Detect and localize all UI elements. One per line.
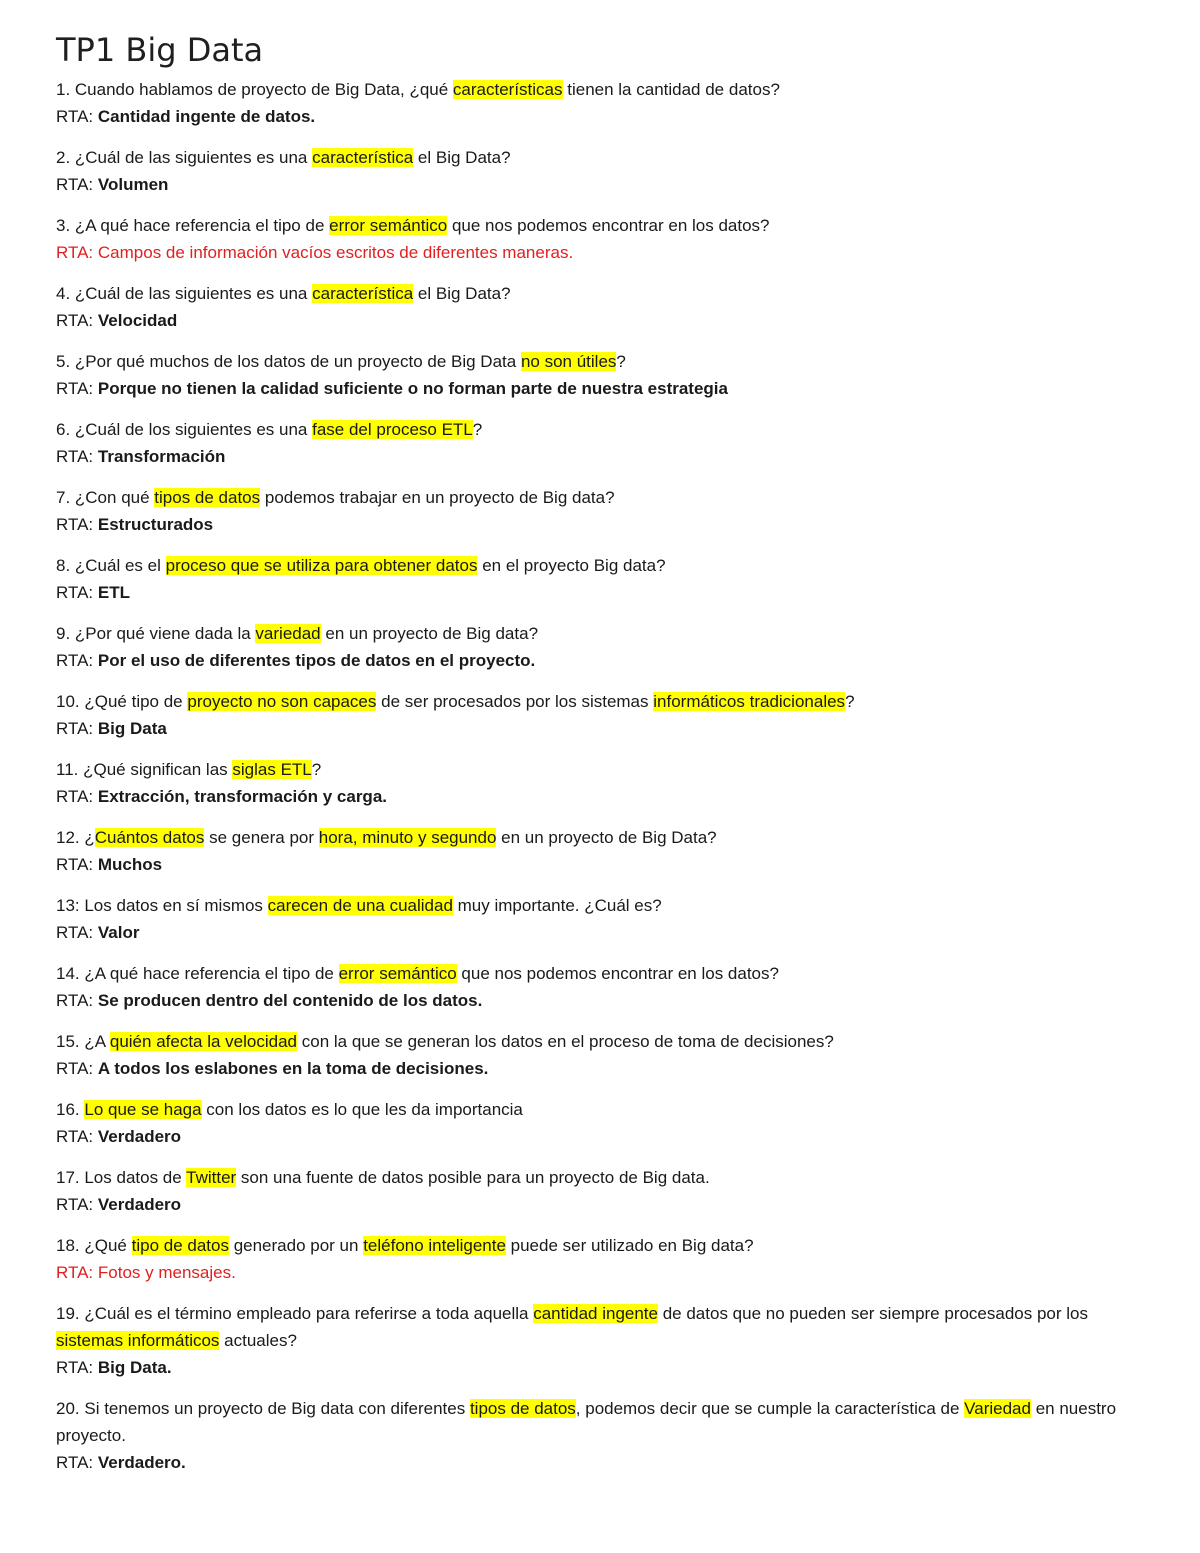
question-text [56, 1232, 1144, 1259]
qa-item [56, 1395, 1144, 1476]
answer-text [56, 1191, 1144, 1218]
question-segment: tienen la cantidad de datos? [562, 80, 780, 99]
answer-text [56, 1354, 1144, 1381]
answer-label: RTA: [56, 787, 98, 806]
question-segment: , podemos decir que se cumple la característica de [575, 1399, 965, 1418]
highlighted-term: error semántico [329, 216, 448, 235]
answer-value: Extracción, transformación y carga. [97, 787, 387, 806]
question-segment: ? [616, 352, 626, 371]
question-segment: 5. ¿Por qué muchos de los datos de un proyecto de Big Data [56, 352, 521, 371]
qa-item [56, 1096, 1144, 1150]
question-segment: 1. Cuando hablamos de proyecto de Big Data, ¿qué [56, 80, 453, 99]
answer-value: Muchos [97, 855, 163, 874]
answer-label: RTA: [56, 719, 98, 738]
qa-item [56, 348, 1144, 402]
highlighted-term: siglas ETL [232, 760, 312, 779]
question-segment: 7. ¿Con qué [56, 488, 155, 507]
question-segment: se genera por [204, 828, 319, 847]
answer-value: ETL [97, 583, 130, 602]
answer-text [56, 239, 1144, 266]
question-segment: actuales? [219, 1331, 297, 1350]
question-segment: el Big Data? [413, 148, 511, 167]
question-segment: 8. ¿Cuál es el [56, 556, 166, 575]
qa-item [56, 824, 1144, 878]
answer-label: RTA: [56, 1127, 98, 1146]
qa-item [56, 1300, 1144, 1381]
answer-value: Velocidad [97, 311, 178, 330]
question-segment: ? [472, 420, 483, 439]
qa-item [56, 144, 1144, 198]
qa-item [56, 76, 1144, 130]
question-segment: 3. ¿A qué hace referencia el tipo de [56, 216, 330, 235]
question-text [56, 892, 1144, 919]
question-text [56, 1164, 1144, 1191]
answer-text [56, 919, 1144, 946]
qa-item [56, 416, 1144, 470]
question-segment: 14. ¿A qué hace referencia el tipo de [56, 964, 339, 983]
question-segment: con los datos es lo que les da importancia [201, 1100, 523, 1119]
question-text [56, 484, 1144, 511]
answer-text [56, 375, 1144, 402]
qa-item [56, 1164, 1144, 1218]
question-segment: son una fuente de datos posible para un proyecto de Big data. [236, 1168, 710, 1187]
question-text [56, 1096, 1144, 1123]
qa-item [56, 552, 1144, 606]
question-segment: generado por un [228, 1236, 364, 1255]
question-text [56, 76, 1144, 103]
answer-value: Fotos y mensajes. [97, 1263, 236, 1282]
answer-label: RTA: [56, 991, 98, 1010]
highlighted-term: Variedad [964, 1399, 1031, 1418]
question-segment: 15. ¿A [56, 1032, 110, 1051]
answer-text [56, 171, 1144, 198]
highlighted-term: fase del proceso ETL [312, 420, 473, 439]
question-segment: 2. ¿Cuál de las siguientes es una [56, 148, 313, 167]
qa-item [56, 484, 1144, 538]
question-text [56, 212, 1144, 239]
answer-label: RTA: [56, 855, 98, 874]
answer-label: RTA: [56, 515, 98, 534]
highlighted-term: variedad [255, 624, 321, 643]
highlighted-term: carecen de una cualidad [267, 896, 453, 915]
answer-value: Volumen [97, 175, 169, 194]
answer-value: Cantidad ingente de datos. [97, 107, 316, 126]
question-segment: 4. ¿Cuál de las siguientes es una [56, 284, 313, 303]
question-segment: 9. ¿Por qué viene dada la [56, 624, 256, 643]
question-segment: 19. ¿Cuál es el término empleado para referirse a toda aquella [56, 1304, 534, 1323]
answer-text [56, 1055, 1144, 1082]
question-text [56, 824, 1144, 851]
question-segment: muy importante. ¿Cuál es? [452, 896, 662, 915]
question-segment: 20. Si tenemos un proyecto de Big data con diferentes [56, 1399, 470, 1418]
answer-text [56, 103, 1144, 130]
answer-text [56, 511, 1144, 538]
highlighted-term: quién afecta la velocidad [109, 1032, 298, 1051]
question-segment: 10. ¿Qué tipo de [56, 692, 188, 711]
answer-text [56, 579, 1144, 606]
question-segment: ? [311, 760, 322, 779]
highlighted-term: sistemas informáticos [56, 1331, 220, 1350]
highlighted-term: tipos de datos [469, 1399, 576, 1418]
question-text [56, 552, 1144, 579]
qa-item [56, 1232, 1144, 1286]
answer-label: RTA: [56, 107, 98, 126]
qa-item [56, 620, 1144, 674]
answer-label: RTA: [56, 923, 98, 942]
highlighted-term: proyecto no son capaces [187, 692, 377, 711]
highlighted-term: teléfono inteligente [363, 1236, 506, 1255]
answer-label: RTA: [56, 243, 98, 262]
question-segment: que nos podemos encontrar en los datos? [447, 216, 770, 235]
highlighted-term: no son útiles [520, 352, 617, 371]
highlighted-term: Cuántos datos [94, 828, 205, 847]
qa-item [56, 688, 1144, 742]
question-segment: ? [845, 692, 855, 711]
question-segment: en nuestro proyecto. [56, 1399, 1117, 1445]
answer-value: A todos los eslabones en la toma de decisiones. [97, 1059, 489, 1078]
qa-item [56, 892, 1144, 946]
question-text [56, 348, 1144, 375]
answer-text [56, 851, 1144, 878]
answer-text [56, 1449, 1144, 1476]
qa-item [56, 756, 1144, 810]
question-text [56, 756, 1144, 783]
highlighted-term: tipo de datos [131, 1236, 229, 1255]
answer-label: RTA: [56, 1358, 98, 1377]
qa-item [56, 212, 1144, 266]
question-segment: en un proyecto de Big Data? [496, 828, 717, 847]
answer-label: RTA: [56, 1059, 98, 1078]
answer-text [56, 783, 1144, 810]
question-segment: en un proyecto de Big data? [320, 624, 539, 643]
question-segment: puede ser utilizado en Big data? [505, 1236, 754, 1255]
answer-value: Big Data. [97, 1358, 172, 1377]
question-text [56, 144, 1144, 171]
answer-label: RTA: [56, 175, 98, 194]
question-text [56, 280, 1144, 307]
answer-text [56, 715, 1144, 742]
answer-text [56, 987, 1144, 1014]
question-segment: podemos trabajar en un proyecto de Big data? [260, 488, 615, 507]
answer-value: Verdadero [97, 1195, 182, 1214]
answer-value: Campos de información vacíos escritos de diferentes maneras. [97, 243, 574, 262]
question-segment: de ser procesados por los sistemas [376, 692, 654, 711]
question-segment: que nos podemos encontrar en los datos? [456, 964, 779, 983]
question-segment: el Big Data? [413, 284, 511, 303]
answer-text [56, 1259, 1144, 1286]
answer-text [56, 647, 1144, 674]
question-segment: 17. Los datos de [56, 1168, 187, 1187]
answer-value: Transformación [97, 447, 226, 466]
answer-label: RTA: [56, 1453, 98, 1472]
answer-value: Porque no tienen la calidad suficiente o no forman parte de nuestra estrategia [97, 379, 728, 398]
answer-value: Verdadero. [97, 1453, 186, 1472]
question-text [56, 1300, 1144, 1354]
answer-text [56, 443, 1144, 470]
answer-value: Valor [97, 923, 140, 942]
question-text [56, 416, 1144, 443]
answer-label: RTA: [56, 379, 98, 398]
highlighted-term: cantidad ingente [533, 1304, 658, 1323]
question-text [56, 1028, 1144, 1055]
question-segment: 6. ¿Cuál de los siguientes es una [56, 420, 313, 439]
highlighted-term: Twitter [186, 1168, 237, 1187]
question-segment: de datos que no pueden ser siempre procesados por los [658, 1304, 1088, 1323]
answer-label: RTA: [56, 447, 98, 466]
qa-item [56, 960, 1144, 1014]
highlighted-term: hora, minuto y segundo [318, 828, 497, 847]
question-segment: con la que se generan los datos en el proceso de toma de decisiones? [297, 1032, 834, 1051]
answer-label: RTA: [56, 1195, 98, 1214]
highlighted-term: característica [312, 284, 414, 303]
document-title: TP1 Big Data [56, 31, 264, 69]
question-segment: 13: Los datos en sí mismos [56, 896, 268, 915]
question-segment: 11. ¿Qué significan las [56, 760, 233, 779]
question-segment: en el proyecto Big data? [477, 556, 666, 575]
answer-value: Se producen dentro del contenido de los datos. [97, 991, 483, 1010]
answer-value: Big Data [97, 719, 167, 738]
answer-label: RTA: [56, 311, 98, 330]
question-text [56, 1395, 1144, 1449]
answer-text [56, 1123, 1144, 1150]
question-segment: 18. ¿Qué [56, 1236, 132, 1255]
highlighted-term: error semántico [338, 964, 457, 983]
question-text [56, 688, 1144, 715]
answer-value: Estructurados [97, 515, 214, 534]
answer-text [56, 307, 1144, 334]
highlighted-term: características [452, 80, 563, 99]
question-text [56, 960, 1144, 987]
highlighted-term: informáticos tradicionales [653, 692, 846, 711]
question-text [56, 620, 1144, 647]
qa-list [56, 76, 1144, 1476]
question-segment: 16. [56, 1100, 85, 1119]
qa-item [56, 280, 1144, 334]
answer-label: RTA: [56, 651, 98, 670]
highlighted-term: proceso que se utiliza para obtener datos [165, 556, 478, 575]
answer-label: RTA: [56, 1263, 98, 1282]
highlighted-term: Lo que se haga [84, 1100, 202, 1119]
answer-value: Verdadero [97, 1127, 182, 1146]
qa-item [56, 1028, 1144, 1082]
answer-label: RTA: [56, 583, 98, 602]
highlighted-term: tipos de datos [154, 488, 261, 507]
question-segment: 12. ¿ [56, 828, 95, 847]
highlighted-term: característica [312, 148, 414, 167]
answer-value: Por el uso de diferentes tipos de datos en el proyecto. [97, 651, 536, 670]
